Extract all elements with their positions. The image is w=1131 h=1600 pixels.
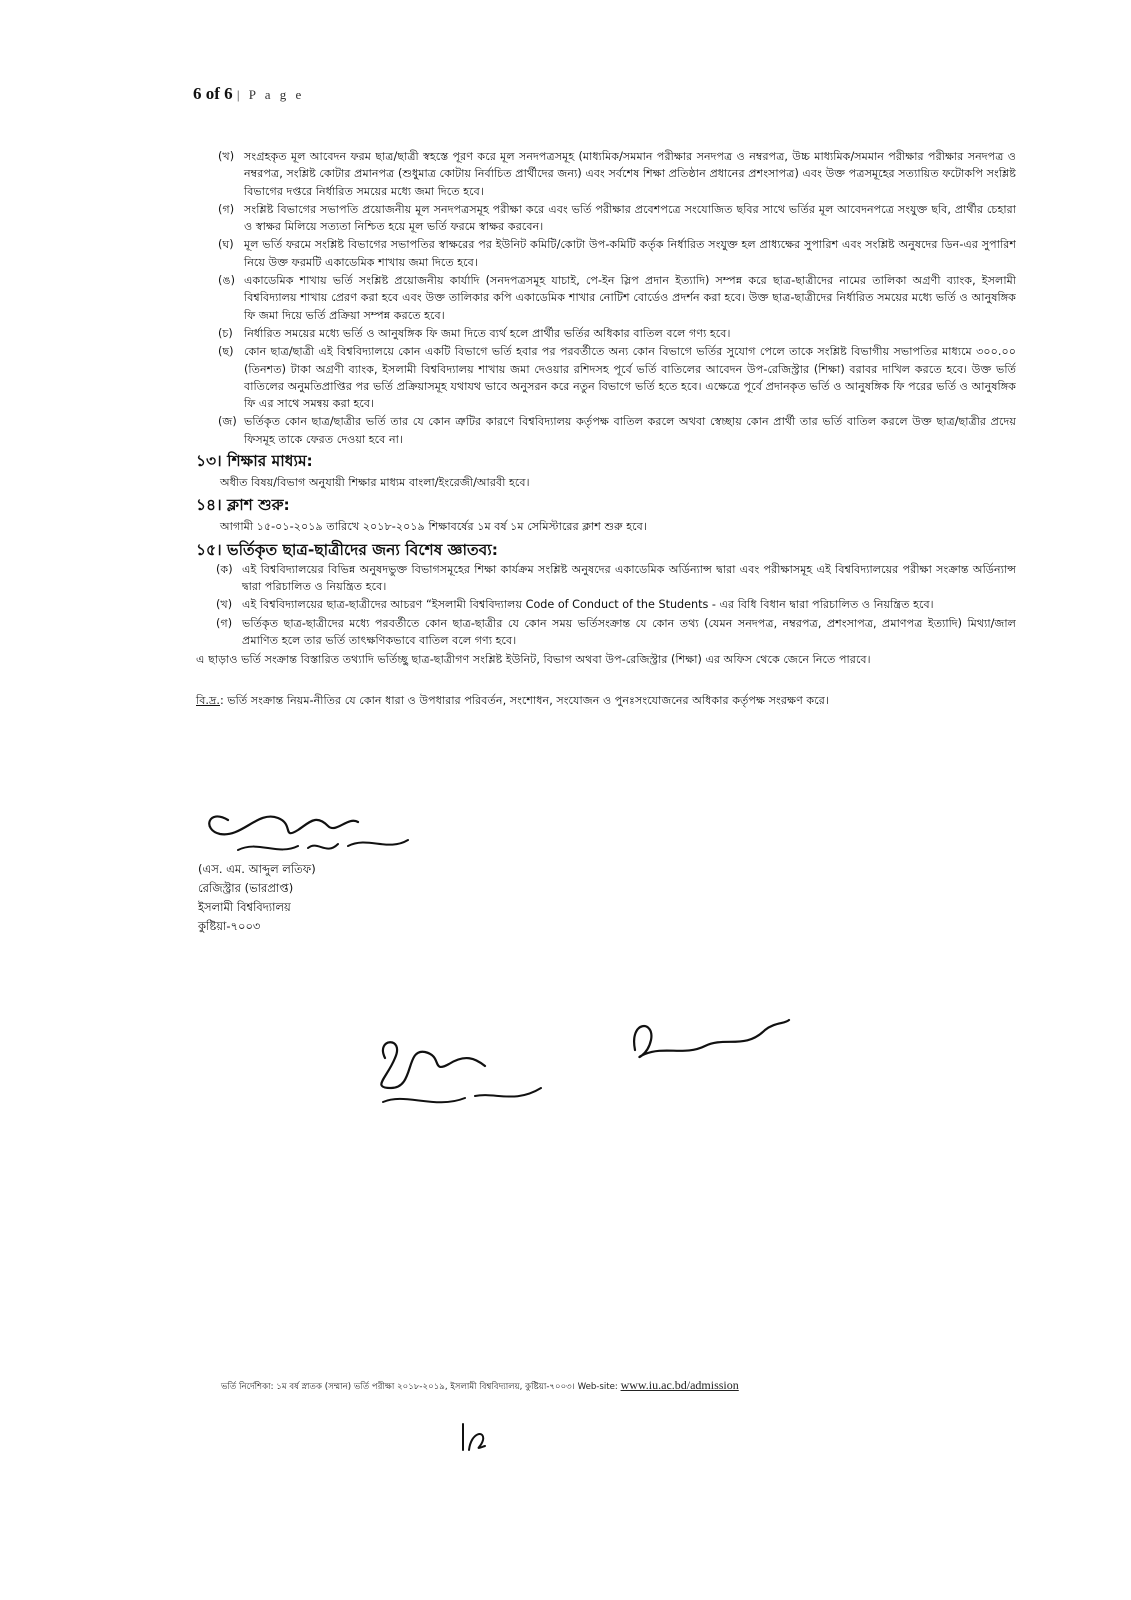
item-text: ভর্তিকৃত ছাত্র-ছাত্রীদের মধ্যে পরবর্তীতে কোন ছাত্র-ছাত্রীর যে কোন সময় ভর্তিসংক্রান্ত যে কোন তথ্য (যেমন সনদপত্র, নম্বরপত্র, প্রশংসাপত্র, প্রমাণপত্র ইত্যাদি) মিথ্যা/জাল প্রমাণিত হলে তার ভর্তি তাৎক্ষণিকভাবে বাতিল বলে গণ্য হবে। bbox=[242, 616, 1016, 647]
initials-signature-right bbox=[625, 1010, 795, 1070]
section-15-title: ১৫। ভর্তিকৃত ছাত্র-ছাত্রীদের জন্য বিশেষ জ্ঞাতব্য: bbox=[196, 540, 498, 559]
registrar-signature-image bbox=[198, 800, 428, 862]
section-14-title: ১৪। ক্লাশ শুরু: bbox=[196, 496, 290, 515]
signatory-location: কুষ্টিয়া-৭০০৩ bbox=[198, 919, 261, 933]
section-13-body: অধীত বিষয়/বিভাগ অনুযায়ী শিক্ষার মাধ্যম বাংলা/ইংরেজী/আরবী হবে। bbox=[220, 476, 530, 490]
signatory-block bbox=[198, 860, 316, 936]
item-marker: (গ) bbox=[218, 202, 235, 216]
list-item bbox=[218, 272, 1016, 324]
initials-signature-left bbox=[365, 1018, 565, 1118]
note-paragraph bbox=[196, 692, 1016, 709]
list-item bbox=[218, 343, 1016, 412]
item-text: নির্ধারিত সময়ের মধ্যে ভর্তি ও আনুষঙ্গিক ফি জমা দিতে ব্যর্থ হলে প্রার্থীর ভর্তির অধিকার বাতিল বলে গণ্য হবে। bbox=[244, 326, 731, 340]
page-number bbox=[193, 84, 304, 104]
item-text: সংগ্রহকৃত মূল আবেদন ফরম ছাত্র/ছাত্রী স্বহস্তে পূরণ করে মূল সনদপত্রসমূহ (মাধ্যমিক/সমমান পরীক্ষার সনদপত্র ও নম্বরপত্র, উচ্চ মাধ্যমিক/সমমান পরীক্ষার পরীক্ষার সনদপত্র ও নম্বরপত্র, সংশ্লিষ্ট কোটার প্রমানপত্র (শুধুমাত্র কোটায় নির্বাচিত প্রার্থীদের জন্য) এবং সর্বশেষ শিক্ষা প্রতিষ্ঠান প্রধানের প্রশংসাপত্র) এবং উক্ত পত্রসমূহের সত্যায়িত ফটোকপি সংশ্লিষ্ট বিভাগের দপ্তরে নির্ধারিত সময়ের মধ্যে জমা দিতে হবে। bbox=[244, 150, 1016, 198]
list-item bbox=[218, 413, 1016, 448]
note-label: বি.দ্র. bbox=[196, 694, 220, 708]
list-item bbox=[218, 148, 1016, 200]
list-item bbox=[216, 615, 1016, 650]
list-item bbox=[218, 201, 1016, 236]
signatory-name: (এস. এম. আব্দুল লতিফ) bbox=[198, 862, 316, 876]
list-item bbox=[218, 325, 1016, 342]
item-marker: (জ) bbox=[218, 415, 237, 429]
closing-paragraph: এ ছাড়াও ভর্তি সংক্রান্ত বিস্তারিত তথ্যাদি ভর্তিচ্ছু ছাত্র-ছাত্রীগণ সংশ্লিষ্ট ইউনিট, বিভাগ অথবা উপ-রেজিস্ট্রার (শিক্ষা) এর অফিস থেকে জেনে নিতে পারবে। bbox=[196, 653, 871, 667]
item-marker: (ক) bbox=[216, 562, 233, 576]
footer-text: ভর্তি নির্দেশিকা: ১ম বর্ষ স্নাতক (সম্মান) ভর্তি পরীক্ষা ২০১৮-২০১৯, ইসলামী বিশ্ববিদ্যালয়, কুষ্টিয়া-৭০০৩। Web-site: bbox=[221, 1382, 621, 1392]
item-text: একাডেমিক শাখায় ভর্তি সংশ্লিষ্ট প্রয়োজনীয় কার্যাদি (সনদপত্রসমূহ যাচাই, পে-ইন স্লিপ প্রদান ইত্যাদি) সম্পন্ন করে ছাত্র-ছাত্রীদের নামের তালিকা অগ্রণী ব্যাংক, ইসলামী বিশ্ববিদ্যালয় শাখায় প্রেরণ করা হবে এবং উক্ত তালিকার কপি একাডেমিক শাখার নোটিশ বোর্ডেও প্রদর্শন করা হবে। উক্ত ছাত্র-ছাত্রীদের নির্ধারিত সময়ের মধ্যে ভর্তি ও আনুষঙ্গিক ফি জমা দিয়ে ভর্তি প্রক্রিয়া সম্পন্ন করতে হবে। bbox=[244, 274, 1016, 322]
item-marker: (ঙ) bbox=[218, 274, 235, 288]
signatory-organization: ইসলামী বিশ্ববিদ্যালয় bbox=[198, 900, 291, 914]
list-item bbox=[216, 561, 1016, 596]
item-text: সংশ্লিষ্ট বিভাগের সভাপতি প্রয়োজনীয় মূল সনদপত্রসমূহ পরীক্ষা করে এবং ভর্তি পরীক্ষার প্রবেশপত্রে সংযোজিত ছবির সাথে ভর্তির মূল আবেদনপত্রে সংযুক্ত ছবি, প্রার্থীর চেহারা ও স্বাক্ষর মিলিয়ে সত্যতা নিশ্চিত হয়ে মূল ভর্তি ফরমে স্বাক্ষর করবেন। bbox=[244, 202, 1016, 234]
list-item bbox=[218, 236, 1016, 271]
item-text: ভর্তিকৃত কোন ছাত্র/ছাত্রীর ভর্তি তার যে কোন ত্রুটির কারণে বিশ্ববিদ্যালয় কর্তৃপক্ষ বাতিল করলে অথবা স্বেচ্ছায় কোন প্রার্থী তার ভর্তি বাতিল করলে উক্ত ছাত্র/ছাত্রীর প্রদেয় ফিসমূহ তাকে ফেরত দেওয়া হবে না। bbox=[244, 415, 1016, 446]
page-label: | P a g e bbox=[236, 87, 305, 102]
section-13-title: ১৩। শিক্ষার মাধ্যম: bbox=[196, 452, 313, 471]
footer-website-link[interactable]: www.iu.ac.bd/admission bbox=[620, 1378, 739, 1392]
item-marker: (চ) bbox=[218, 326, 233, 340]
item-marker: (খ) bbox=[216, 598, 233, 612]
page-number-value: 6 of 6 bbox=[193, 84, 233, 103]
document-body bbox=[196, 148, 1016, 710]
handwritten-page-mark bbox=[455, 1420, 495, 1456]
admission-steps-list bbox=[196, 148, 1016, 448]
item-text: এই বিশ্ববিদ্যালয়ের বিভিন্ন অনুষদভুক্ত বিভাগসমূহের শিক্ষা কার্যক্রম সংশ্লিষ্ট অনুষদের একাডেমিক অর্ডিন্যান্স দ্বারা এবং পরীক্ষাসমূহ এই বিশ্ববিদ্যালয়ের পরীক্ষা সংক্রান্ত অর্ডিন্যান্স দ্বারা পরিচালিত ও নিয়ন্ত্রিত হবে। bbox=[242, 562, 1016, 593]
item-text: কোন ছাত্র/ছাত্রী এই বিশ্ববিদ্যালয়ে কোন একটি বিভাগে ভর্তি হবার পর পরবর্তীতে অন্য কোন বিভাগে ভর্তির সুযোগ পেলে তাকে সংশ্লিষ্ট বিভাগীয় সভাপতির মাধ্যমে ৩০০.০০ (তিনশত) টাকা অগ্রণী ব্যাংক, ইসলামী বিশ্ববিদ্যালয় শাখায় জমা দেওয়ার রশিদসহ পূর্বে ভর্তি বাতিলের আবেদন উপ-রেজিস্ট্রার (শিক্ষা) বরাবর দাখিল করতে হবে। উক্ত ভর্তি বাতিলের অনুমতিপ্রাপ্তির পর ভর্তি প্রক্রিয়াসমূহ যথাযথ ভাবে অনুসরন করে নতুন বিভাগে ভর্তি হতে হবে। এক্ষেত্রে পূর্বে প্রদানকৃত ভর্তি ও আনুষঙ্গিক ফি পরের ভর্তি ও আনুষঙ্গিক ফি এর সাথে সমন্বয় করা হবে। bbox=[244, 345, 1016, 411]
item-text: মূল ভর্তি ফরমে সংশ্লিষ্ট বিভাগের সভাপতির স্বাক্ষরের পর ইউনিট কমিটি/কোটা উপ-কমিটি কর্তৃক নির্ধারিত সংযুক্ত হল প্রাধ্যক্ষের সুপারিশ এবং সংশ্লিষ্ট অনুষদের ডিন-এর সুপারিশ নিয়ে উক্ত ফরমটি একাডেমিক শাখায় জমা দিতে হবে। bbox=[244, 238, 1016, 269]
item-text: এই বিশ্ববিদ্যালয়ের ছাত্র-ছাত্রীদের আচরণ “ইসলামী বিশ্ববিদ্যালয় Code of Conduct of the Students - এর বিধি বিধান দ্বারা পরিচালিত ও নিয়ন্ত্রিত হবে। bbox=[242, 598, 934, 612]
section-14-body: আগামী ১৫-০১-২০১৯ তারিখে ২০১৮-২০১৯ শিক্ষাবর্ষের ১ম বর্ষ ১ম সেমিস্টারের ক্লাশ শুরু হবে। bbox=[220, 520, 647, 534]
signatory-designation: রেজিস্ট্রার (ভারপ্রাপ্ত) bbox=[198, 881, 294, 895]
note-text: : ভর্তি সংক্রান্ত নিয়ম-নীতির যে কোন ধারা ও উপধারার পরিবর্তন, সংশোধন, সংযোজন ও পুনঃসংযোজনের অধিকার কর্তৃপক্ষ সংরক্ষণ করে। bbox=[219, 694, 829, 708]
section-15-list bbox=[196, 561, 1016, 649]
item-marker: (গ) bbox=[216, 616, 233, 630]
page-footer bbox=[221, 1378, 739, 1394]
item-marker: (ঘ) bbox=[218, 238, 234, 252]
item-marker: (খ) bbox=[218, 150, 235, 163]
list-item bbox=[216, 596, 1016, 613]
item-marker: (ছ) bbox=[218, 345, 234, 359]
